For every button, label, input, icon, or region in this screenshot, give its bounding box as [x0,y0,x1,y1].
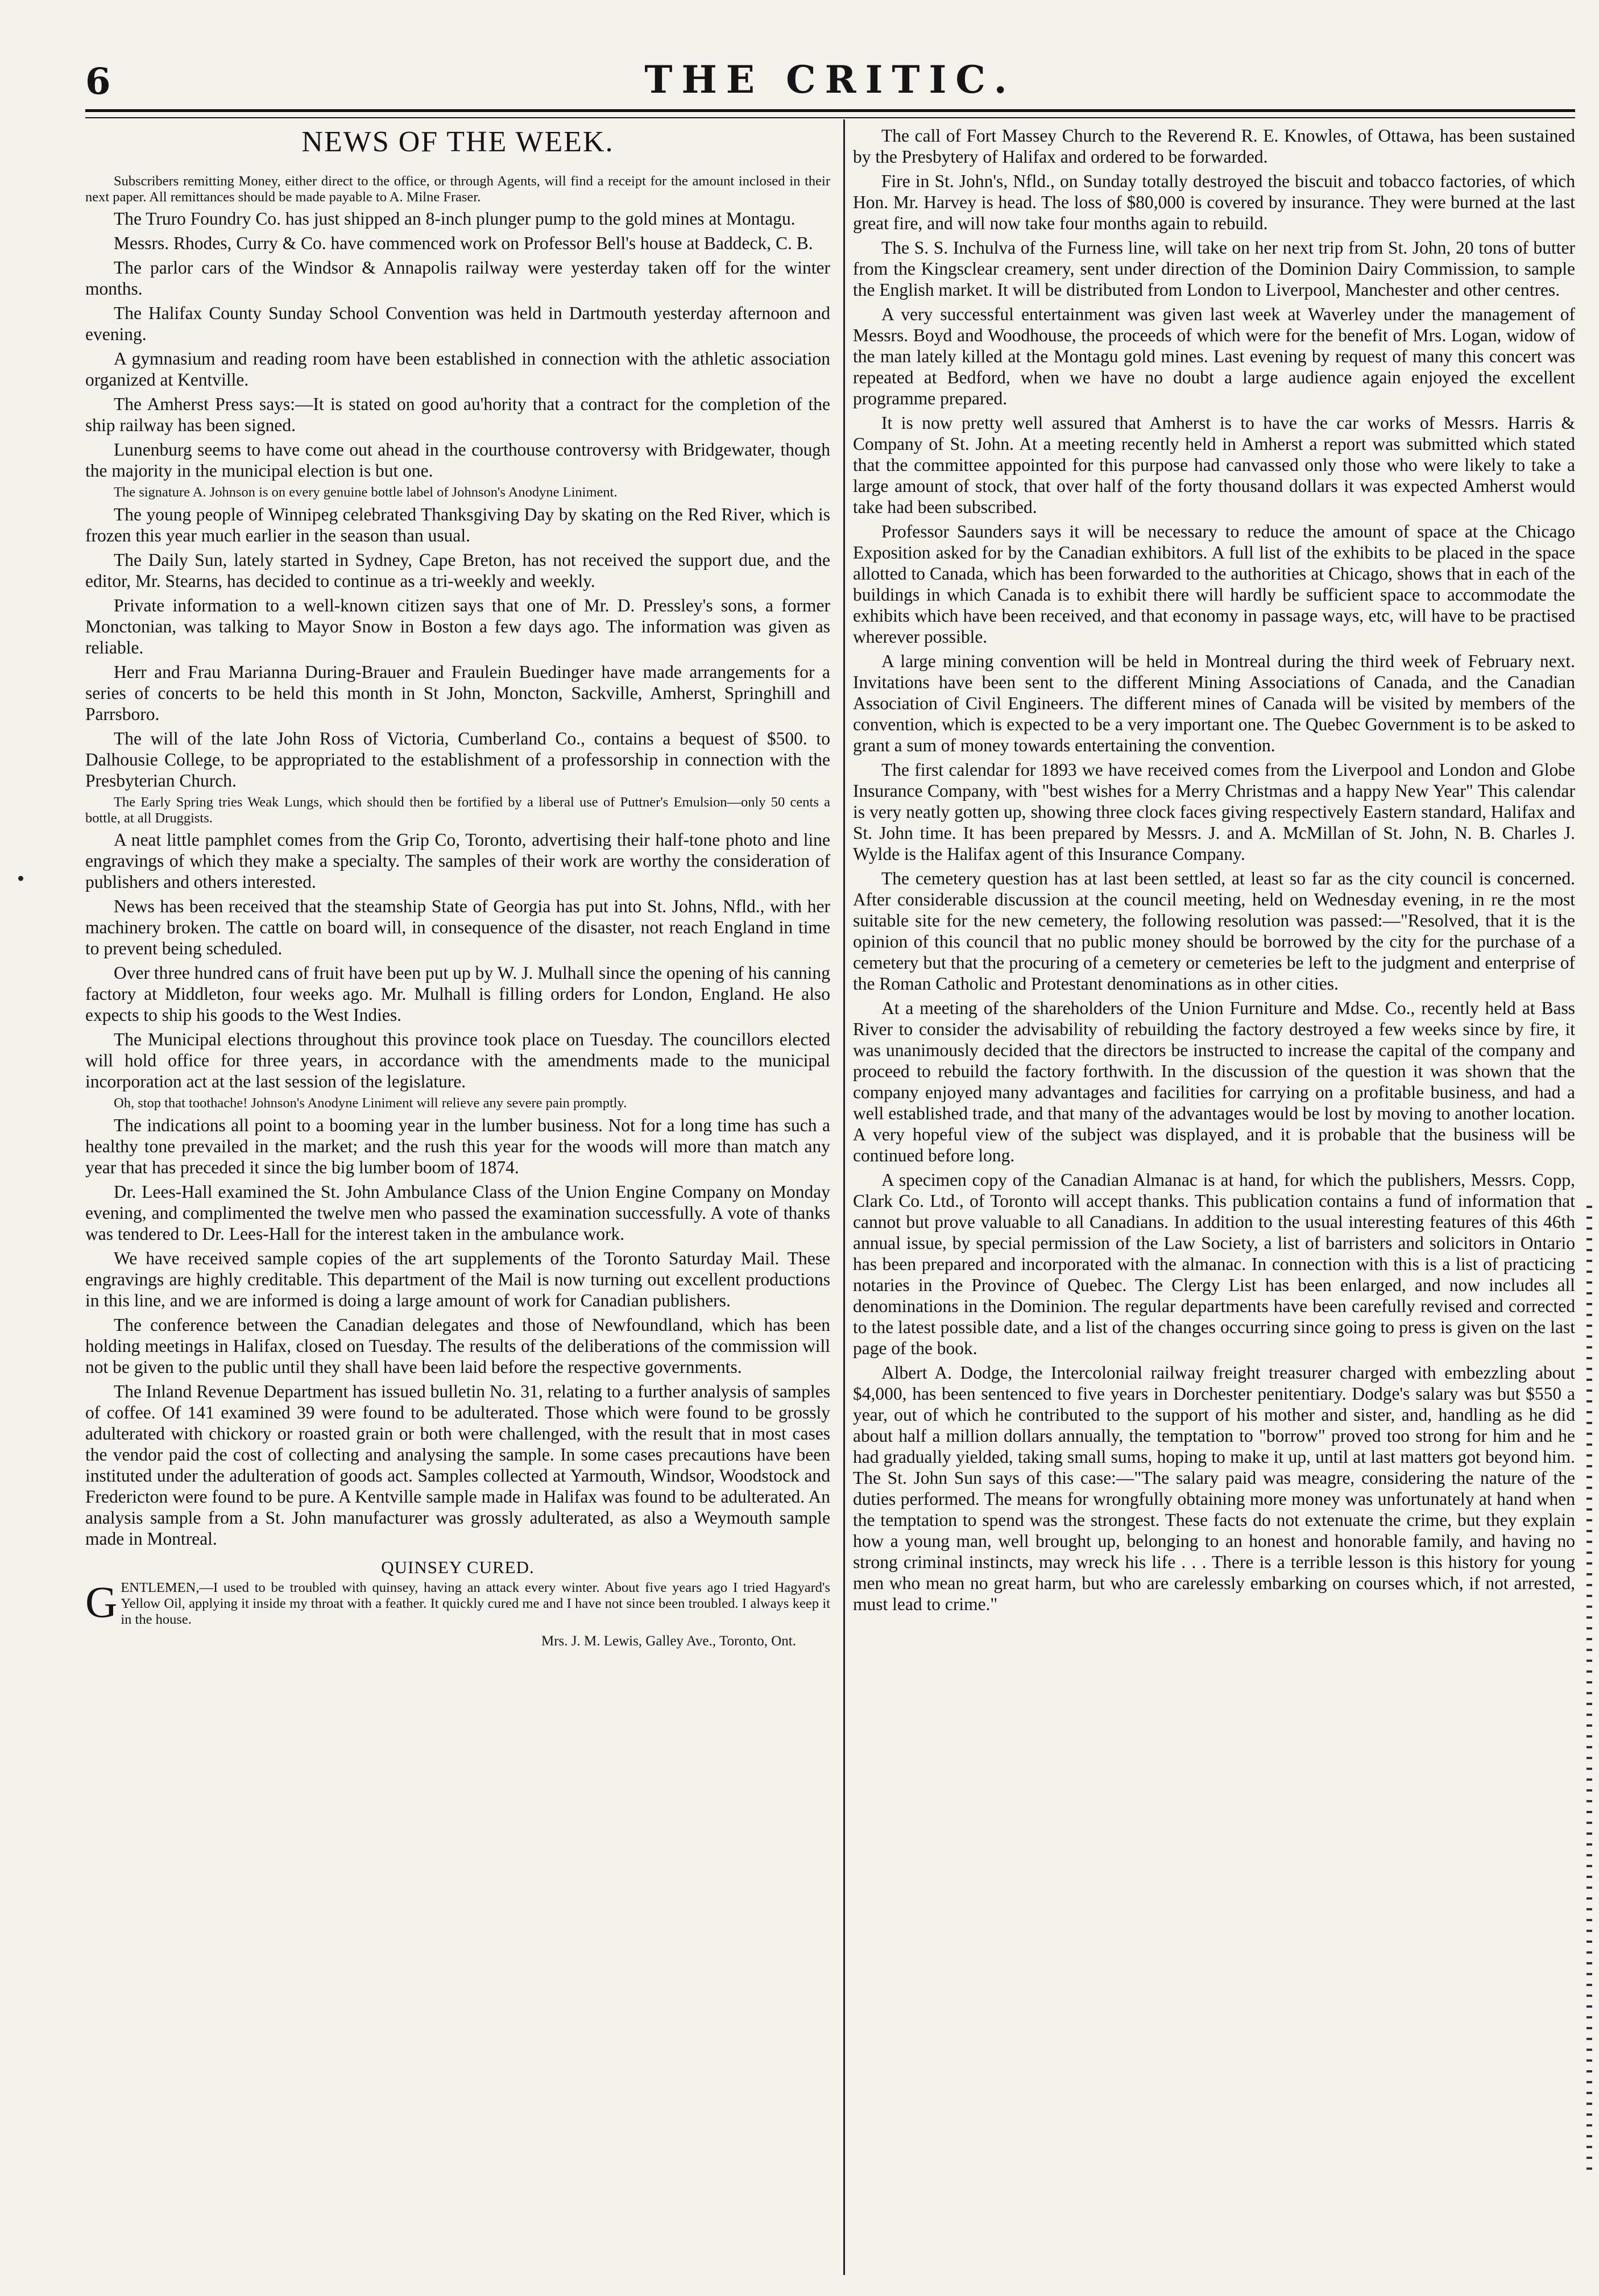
advert-text: ENTLEMEN,—I used to be troubled with quinsey, having an attack every winter. About five years ago I tried Hagyard's Yellow Oil, applying it inside my throat with a feather. It quickly cured me and I have not since been troubled. I always keep it in the house. [121,1580,830,1627]
news-item: A specimen copy of the Canadian Almanac is at hand, for which the publishers, Messrs. Copp, Clark Co. Ltd., of Toronto will accept thanks. This publication contains a fund of information that cannot but prove valuable to all Canadians. In addition to the usual interesting features of this 46th annual issue, by special permission of the Law Society, a list of barristers and solicitors in Ontario has been prepared and incorporated with the almanac. In connection with this is a list of practicing notaries in the Province of Quebec. The Clergy List has been enlarged, and now includes all denominations in the Dominion. The regular departments have been carefully revised and corrected to the latest possible date, and a list of the changes occurring since going to press is given on the last page of the book. [853,1170,1575,1358]
edge-tick [1586,1487,1592,1489]
edge-tick [1586,1508,1592,1511]
edge-tick [1586,1271,1592,1273]
edge-tick [1586,1595,1592,1597]
edge-tick [1586,1670,1592,1673]
edge-tick [1586,1865,1592,1867]
news-item: The young people of Winnipeg celebrated Thanksgiving Day by skating on the Red River, which is frozen this year much earlier in the season than usual. [85,504,830,546]
news-item: The Daily Sun, lately started in Sydney, Cape Breton, has not received the support due, and the editor, Mr. Stearns, has decided to continue as a tri-weekly and weekly. [85,550,830,591]
news-item: Albert A. Dodge, the Intercolonial railway freight treasurer charged with embezzling about $4,000, has been sentenced to five years in Dorchester penitentiary. Dodge's salary was but $550 a year, out of which he contributed to the support of his mother and sister, and, handling as he did about half a million dollars annually, the temptation to "borrow" proved too strong for him and he had gradually yielded, taking small sums, hoping to make it up, until at last matters got beyond him. The St. John Sun says of this case:—"The salary paid was meagre, considering the nature of the duties performed. The means for wrongfully obtaining more money was unfortunately at hand when the temptation to spend was the strongest. These facts do not extenuate the crime, but they explain how a young man, well brought up, belonging to an honest and honorable family, and having no strong criminal instincts, may wreck his life . . . There is a terrible lesson is this history for young men who mean no great harm, but who are carelessly embarking on courses which, if not arrested, must lead to crime." [853,1363,1575,1614]
edge-tick [1586,1281,1592,1284]
edge-tick [1586,2016,1592,2018]
news-item: Herr and Frau Marianna During-Brauer and Fraulein Buedinger have made arrangements for a series of concerts to be held this month in St John, Moncton, Sackville, Amherst, Springhill and Parrsboro. [85,662,830,725]
edge-tick [1586,1930,1592,1932]
news-item: Fire in St. John's, Nfld., on Sunday totally destroyed the biscuit and tobacco factories, of which Hon. Mr. Harvey is head. The loss of $80,000 is covered by insurance. They were burned at the last great fire, and will now take four months again to rebuild. [853,171,1575,233]
edge-tick [1586,2027,1592,2029]
edge-tick [1586,1379,1592,1381]
left-news-items [85,173,830,1549]
masthead-title: THE CRITIC. [644,57,1016,102]
news-item: News has been received that the steamship State of Georgia has put into St. Johns, Nfld., with her machinery broken. The cattle on board will, in consequence of the disaster, not reach England in time to prevent being scheduled. [85,896,830,959]
edge-tick [1586,1335,1592,1338]
edge-tick [1586,2005,1592,2008]
edge-tick [1586,1573,1592,1575]
edge-tick [1586,1822,1592,1824]
page-edge-marks [1586,1206,1597,2264]
edge-tick [1586,2059,1592,2062]
margin-dot [18,876,23,881]
edge-tick [1586,1443,1592,1446]
edge-tick [1586,1638,1592,1640]
edge-tick [1586,2081,1592,2083]
edge-tick [1586,1746,1592,1748]
edge-tick [1586,1292,1592,1294]
edge-tick [1586,1941,1592,1943]
edge-tick [1586,1778,1592,1781]
news-item: The cemetery question has at last been settled, at least so far as the city council is concerned. After considerable discussion at the council meeting, held on Wednesday evening, in re the most suitable site for the new cemetery, the following resolution was passed:—"Resolved, that it is the opinion of this council that no public money should be borrowed by the city for the purchase of a cemetery but that the procuring of a cemetery or cemeteries be left to the judgment and enterprise of the Roman Catholic and Protestant denominations as in other cities. [853,868,1575,994]
edge-tick [1586,1541,1592,1543]
edge-tick [1586,1973,1592,1975]
edge-tick [1586,2103,1592,2105]
news-item: A neat little pamphlet comes from the Grip Co, Toronto, advertising their half-tone photo and line engravings of which they make a specialty. The samples of their work are worthy the consideration of publishers and others interested. [85,830,830,892]
edge-tick [1586,1951,1592,1954]
edge-tick [1586,1811,1592,1813]
edge-tick [1586,1681,1592,1683]
edge-tick [1586,1832,1592,1835]
edge-tick [1586,2146,1592,2148]
column-divider [843,119,845,2275]
edge-tick [1586,1465,1592,1467]
edge-tick [1586,1400,1592,1403]
news-item: The will of the late John Ross of Victoria, Cumberland Co., contains a bequest of $500. to Dalhousie College, to be appropriated to the establishment of a professorship in connection with the Presbyterian Church. [85,729,830,791]
edge-tick [1586,1919,1592,1921]
edge-tick [1586,1649,1592,1651]
edge-tick [1586,1227,1592,1230]
edge-tick [1586,1714,1592,1716]
advert-signature: Mrs. J. M. Lewis, Galley Ave., Toronto, Ont. [541,1633,796,1649]
edge-tick [1586,1627,1592,1629]
edge-tick [1586,1303,1592,1305]
edge-tick [1586,1497,1592,1500]
edge-tick [1586,1897,1592,1900]
edge-tick [1586,1249,1592,1251]
news-item: At a meeting of the shareholders of the Union Furniture and Mdse. Co., recently held at Bass River to consider the advisability of rebuilding the factory destroyed a few weeks since by fire, it was unanimously decided that the directors be instructed to increase the capital of the company and proceed to rebuild the factory forthwith. In the discussion of the question it was shown that the company enjoyed many advantages and facilities for carrying on a profitable business, and had a well established trade, and that many of the advantages would be lost by moving to another location. A very hopeful view of the subject was displayed, and it is probable that the business will be continued before long. [853,998,1575,1165]
news-item: The Municipal elections throughout this province took place on Tuesday. The councillors elected will hold office for three years, in accordance with the amendments made to the municipal incorporation act at the last session of the legislature. [85,1029,830,1092]
news-item: The signature A. Johnson is on every genuine bottle label of Johnson's Anodyne Liniment. [114,485,618,500]
advert-title: QUINSEY CURED. [381,1557,535,1578]
edge-tick [1586,1454,1592,1457]
edge-tick [1586,1962,1592,1964]
advert-dropcap: G [85,1577,118,1627]
edge-tick [1586,2167,1592,2170]
news-item: A gymnasium and reading room have been established in connection with the athletic association organized at Kentville. [85,349,830,390]
edge-tick [1586,1768,1592,1770]
edge-tick [1586,1357,1592,1359]
edge-tick [1586,1206,1592,1208]
news-item: Oh, stop that toothache! Johnson's Anodyne Liniment will relieve any severe pain promptly. [114,1095,627,1111]
edge-tick [1586,1995,1592,1997]
edge-tick [1586,1887,1592,1889]
edge-tick [1586,2038,1592,2040]
news-item: The conference between the Canadian delegates and those of Newfoundland, which has been holding meetings in Halifax, closed on Tuesday. The results of the deliberations of the commission will not be given to the public until they shall have been laid before the respective governments. [85,1315,830,1377]
edge-tick [1586,1562,1592,1565]
page-number: 6 [85,60,111,103]
edge-tick [1586,1843,1592,1846]
left-column [85,125,830,2275]
news-item: Lunenburg seems to have come out ahead in the courthouse controversy with Bridgewater, though the majority in the municipal election is but one. [85,440,830,481]
edge-tick [1586,1908,1592,1910]
news-item: Professor Saunders says it will be necessary to reduce the amount of space at the Chicago Exposition asked for by the Canadian exhibitors. A full list of the exhibits to be placed in the space allotted to Canada, which has been forwarded to the authorities at Chicago, shows that in each of the buildings in which Canada is to exhibit there will hardly be sufficient space to accommodate the exhibits which have been received, and that economy in passage ways, etc, will have to be practised wherever possible. [853,522,1575,647]
news-item: Dr. Lees-Hall examined the St. John Ambulance Class of the Union Engine Company on Monday evening, and complimented the twelve men who passed the examination successfully. A vote of thanks was tendered to Dr. Lees-Hall for the interest taken in the ambulance work. [85,1182,830,1244]
edge-tick [1586,1660,1592,1662]
news-item: It is now pretty well assured that Amherst is to have the car works of Messrs. Harris & Company of St. John. At a meeting recently held in Amherst a report was submitted which stated that the committee appointed for this purpose had canvassed only those who were likely to take a large amount of stock, that over half of the forty thousand dollars it was expected Amherst would take had been subscribed. [853,413,1575,517]
edge-tick [1586,2092,1592,2094]
edge-tick [1586,1260,1592,1262]
edge-tick [1586,1724,1592,1727]
news-item: The first calendar for 1893 we have received comes from the Liverpool and London and Globe Insurance Company, with "best wishes for a Merry Christmas and a happy New Year" This calendar is very neatly gotten up, showing three clock faces giving respectively Eastern standard, Halifax and St. John time. It has been prepared by Messrs. J. and A. McMillan of St. John, N. B. Charles J. Wylde is the Halifax agent of this Insurance Company. [853,760,1575,864]
news-item: A very successful entertainment was given last week at Waverley under the management of Messrs. Boyd and Woodhouse, the proceeds of which were for the benefit of Mrs. Logan, widow of the man lately killed at the Montagu gold mines. Last evening by request of many this concert was repeated at Bedford, when we have no doubt a large audience again enjoyed the excellent programme prepared. [853,304,1575,408]
edge-tick [1586,1606,1592,1608]
edge-tick [1586,1422,1592,1424]
advert-body [85,1577,830,1628]
section-title: NEWS OF THE WEEK. [301,126,614,158]
edge-tick [1586,1800,1592,1802]
edge-tick [1586,2135,1592,2137]
news-item: Messrs. Rhodes, Curry & Co. have commenced work on Professor Bell's house at Baddeck, C. B. [114,233,813,254]
page-header [85,57,1575,102]
edge-tick [1586,1584,1592,1586]
edge-tick [1586,1389,1592,1392]
news-item: The Halifax County Sunday School Convention was held in Dartmouth yesterday afternoon and evening. [85,303,830,345]
edge-tick [1586,1314,1592,1316]
edge-tick [1586,1854,1592,1856]
edge-tick [1586,1552,1592,1554]
edge-tick [1586,2124,1592,2127]
edge-tick [1586,2157,1592,2159]
news-item: Over three hundred cans of fruit have been put up by W. J. Mulhall since the opening of his canning factory at Middleton, four weeks ago. Mr. Mulhall is filling orders for London, England. He also expects to ship his goods to the West Indies. [85,963,830,1025]
edge-tick [1586,1411,1592,1413]
edge-tick [1586,2049,1592,2051]
edge-tick [1586,1346,1592,1348]
edge-tick [1586,2113,1592,2116]
edge-tick [1586,2070,1592,2072]
edge-tick [1586,1616,1592,1619]
edge-tick [1586,1735,1592,1737]
edge-tick [1586,1789,1592,1792]
right-news-items [853,125,1575,1615]
right-column [853,125,1575,2275]
news-item: The Inland Revenue Department has issued bulletin No. 31, relating to a further analysis of samples of coffee. Of 141 examined 39 were found to be adulterated. Those which were found to be grossly adulterated with chickory or roasted grain or both were challenged, with the result that in most cases the vendor paid the cost of collecting and analysing the sample. In some cases precautions have been instituted under the adulteration of goods act. Samples collected at Yarmouth, Windsor, Woodstock and Fredericton were found to be pure. A Kentville sample made in Halifax was found to be adulterated. An analysis sample from a St. John manufacturer was grossly adulterated, as also a Weymouth sample made in Montreal. [85,1381,830,1549]
edge-tick [1586,1519,1592,1521]
edge-tick [1586,1757,1592,1759]
news-item: The Early Spring tries Weak Lungs, which should then be fortified by a liberal use of Puttner's Emulsion—only 50 cents a bottle, at all Druggists. [85,795,830,826]
edge-tick [1586,1476,1592,1478]
quinsey-advert [85,1557,830,1649]
news-item: The parlor cars of the Windsor & Annapolis railway were yesterday taken off for the winter months. [85,258,830,299]
news-item: Private information to a well-known citizen says that one of Mr. D. Pressley's sons, a former Monctonian, was talking to Mayor Snow in Boston a few days ago. The information was given as reliable. [85,595,830,658]
edge-tick [1586,1692,1592,1694]
edge-tick [1586,1703,1592,1705]
edge-tick [1586,1368,1592,1370]
news-item: The indications all point to a booming year in the lumber business. Not for a long time has such a healthy tone prevailed in the market; and the rush this year for the woods will more than match any year that has preceded it since the big lumber boom of 1874. [85,1115,830,1178]
news-item: The Amherst Press says:—It is stated on good au'hority that a contract for the completion of the ship railway has been signed. [85,394,830,436]
news-item: The call of Fort Massey Church to the Reverend R. E. Knowles, of Ottawa, has been sustained by the Presbytery of Halifax and ordered to be forwarded. [853,126,1575,167]
edge-tick [1586,1876,1592,1878]
header-rule [85,109,1575,118]
news-item: The S. S. Inchulva of the Furness line, will take on her next trip from St. John, 20 tons of butter from the Kingsclear creamery, sent under direction of the Dominion Dairy Commission, to sample the English market. It will be distributed from London to Liverpool, Manchester and other centres. [853,238,1575,300]
edge-tick [1586,1433,1592,1435]
edge-tick [1586,1530,1592,1532]
edge-tick [1586,1984,1592,1986]
edge-tick [1586,1325,1592,1327]
edge-tick [1586,1238,1592,1240]
edge-tick [1586,1217,1592,1219]
news-item: We have received sample copies of the art supplements of the Toronto Saturday Mail. These engravings are highly creditable. This department of the Mail is now turning out excellent productions in this line, and we are informed is doing a large amount of work for Canadian publishers. [85,1248,830,1311]
news-item: A large mining convention will be held in Montreal during the third week of February next. Invitations have been sent to the different Mining Associations of Canada, and the Canadian Association of Civil Engineers. The different mines of Canada will be visited by members of the convention, which is expected to be a very important one. The Quebec Government is to be asked to grant a sum of money towards entertaining the convention. [853,651,1575,755]
news-item: Subscribers remitting Money, either direct to the office, or through Agents, will find a receipt for the amount inclosed in their next paper. All remittances should be made payable to A. Milne Fraser. [85,173,830,205]
news-item: The Truro Foundry Co. has just shipped an 8-inch plunger pump to the gold mines at Montagu. [114,209,796,229]
